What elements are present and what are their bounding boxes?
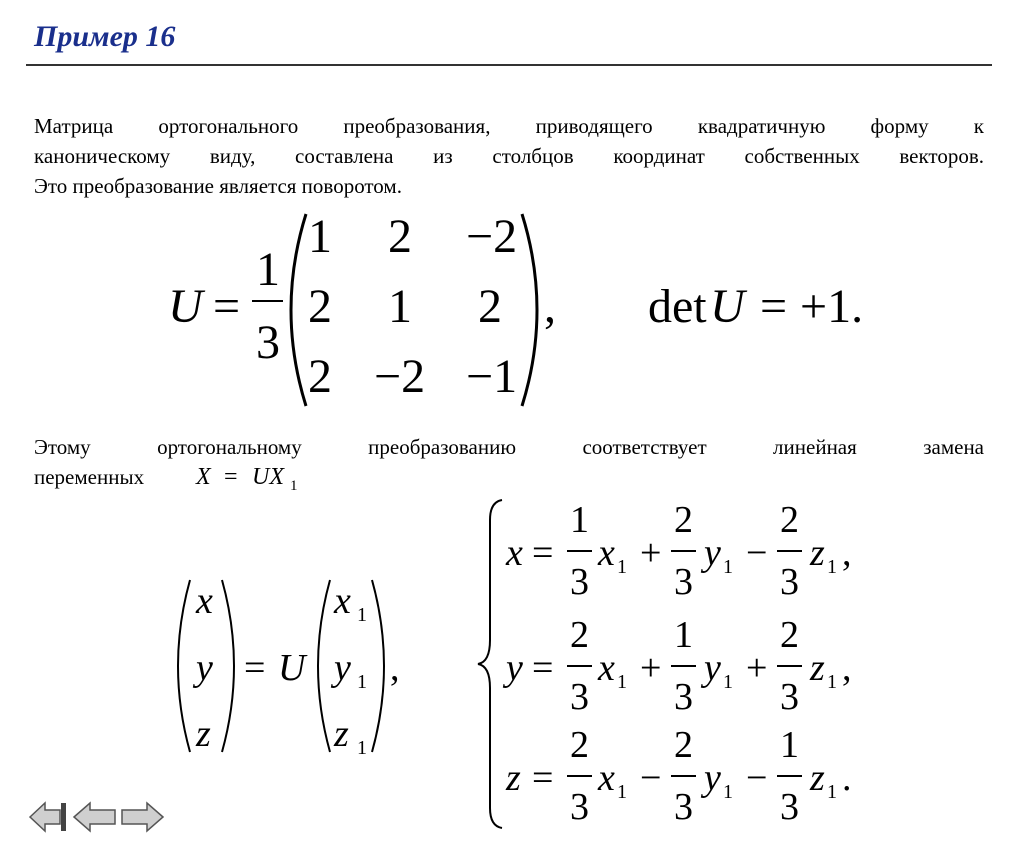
coef-num: 2 xyxy=(570,614,589,656)
vec-comma: , xyxy=(390,647,400,689)
matrix-cell: 2 xyxy=(478,280,502,333)
sub-index: 1 xyxy=(290,478,298,494)
term-index: 1 xyxy=(723,781,733,803)
vector-equation xyxy=(178,580,400,759)
substitution-line-1: Этому ортогональному преобразованию соответствует линейная замена xyxy=(34,435,984,459)
row-op1: + xyxy=(640,647,662,689)
vec-left-paren-2 xyxy=(318,580,330,752)
matrix-cell: 1 xyxy=(388,280,412,333)
substitution-line-2: переменных xyxy=(34,465,145,489)
coef-den: 3 xyxy=(674,676,693,718)
matrix-cell: 1 xyxy=(308,210,332,263)
matrix-cell: −2 xyxy=(374,350,426,403)
vec-eq-sign: = xyxy=(244,647,266,689)
vec-right-paren-1 xyxy=(222,580,234,752)
row-var: x xyxy=(506,532,523,574)
matrix-cell: 2 xyxy=(308,280,332,333)
row-op2: + xyxy=(746,647,768,689)
vec-right-entry: y xyxy=(334,647,351,689)
x-term: x xyxy=(598,757,615,799)
coef-num: 2 xyxy=(780,614,799,656)
coef-den: 3 xyxy=(780,786,799,828)
coef-den: 3 xyxy=(570,561,589,603)
first-slide-button[interactable] xyxy=(28,802,66,832)
z-term: z xyxy=(810,647,825,689)
row-var: y xyxy=(506,647,523,689)
intro-line-1: Матрица ортогонального преобразования, приводящего квадратичную форму к xyxy=(34,114,984,138)
x-term: x xyxy=(598,532,615,574)
vec-right-entry: z xyxy=(334,713,349,755)
vec-index: 1 xyxy=(357,671,367,693)
row-eq: = xyxy=(532,647,554,689)
sub-X: X xyxy=(196,464,211,490)
coef-den: 3 xyxy=(570,786,589,828)
vec-right-entry: x xyxy=(334,580,351,622)
term-index: 1 xyxy=(827,556,837,578)
previous-slide-button[interactable] xyxy=(72,802,118,832)
matrix-lhs: U xyxy=(168,280,203,333)
det-eq-sign: = xyxy=(760,280,788,333)
intro-line-3: Это преобразование является поворотом. xyxy=(34,174,402,198)
matrix-cell: 2 xyxy=(388,210,412,263)
det-variable: U xyxy=(710,280,745,333)
coef-den: 3 xyxy=(780,561,799,603)
matrix-eq-sign: = xyxy=(213,280,241,333)
coef-num: 1 xyxy=(570,499,589,541)
matrix-cell: 2 xyxy=(308,350,332,403)
stop-bar-icon[interactable] xyxy=(61,803,66,831)
vec-left-paren-1 xyxy=(178,580,190,752)
coef-den: 3 xyxy=(674,561,693,603)
system-row-z xyxy=(505,724,852,828)
vec-index: 1 xyxy=(357,604,367,626)
sub-eq: = xyxy=(224,464,238,490)
row-end: . xyxy=(842,757,852,799)
coef-num: 1 xyxy=(674,614,693,656)
system-brace xyxy=(478,500,502,828)
term-index: 1 xyxy=(617,671,627,693)
next-slide-button[interactable] xyxy=(120,802,166,832)
det-label: det xyxy=(648,280,707,333)
vec-right-paren-2 xyxy=(372,580,384,752)
coef-den: 3 xyxy=(674,786,693,828)
sub-UX: UX xyxy=(252,464,284,490)
page-title: Пример 16 xyxy=(34,20,176,53)
system-row-y xyxy=(502,614,852,718)
term-index: 1 xyxy=(827,671,837,693)
coef-num: 2 xyxy=(674,499,693,541)
term-index: 1 xyxy=(827,781,837,803)
matrix-right-paren xyxy=(522,214,537,406)
term-index: 1 xyxy=(723,671,733,693)
matrix-comma: , xyxy=(544,280,556,333)
row-eq: = xyxy=(532,757,554,799)
term-index: 1 xyxy=(617,781,627,803)
det-value: +1. xyxy=(800,280,864,333)
coef-num: 1 xyxy=(780,724,799,766)
y-term: y xyxy=(704,647,721,689)
matrix-frac-num: 1 xyxy=(256,243,280,296)
coef-num: 2 xyxy=(570,724,589,766)
substitution-paragraph xyxy=(34,432,984,492)
matrix-equation xyxy=(168,210,863,406)
term-index: 1 xyxy=(723,556,733,578)
row-var: z xyxy=(506,757,521,799)
matrix-cell: −1 xyxy=(466,350,518,403)
vec-left-entry: z xyxy=(196,713,211,755)
row-eq: = xyxy=(532,532,554,574)
x-term: x xyxy=(598,647,615,689)
vec-left-entry: y xyxy=(196,647,213,689)
row-end: , xyxy=(842,647,852,689)
vec-U: U xyxy=(278,647,306,689)
coef-num: 2 xyxy=(780,499,799,541)
term-index: 1 xyxy=(617,556,627,578)
y-term: y xyxy=(704,532,721,574)
coef-den: 3 xyxy=(780,676,799,718)
vec-index: 1 xyxy=(357,737,367,759)
row-end: , xyxy=(842,532,852,574)
z-term: z xyxy=(810,757,825,799)
vec-left-entry: x xyxy=(196,580,213,622)
coef-num: 2 xyxy=(674,724,693,766)
row-op1: − xyxy=(640,757,662,799)
system-row-x xyxy=(505,499,852,603)
matrix-cell: −2 xyxy=(466,210,518,263)
row-op2: − xyxy=(746,532,768,574)
matrix-left-paren xyxy=(291,214,306,406)
y-term: y xyxy=(704,757,721,799)
matrix-frac-den: 3 xyxy=(256,316,280,369)
row-op1: + xyxy=(640,532,662,574)
row-op2: − xyxy=(746,757,768,799)
coef-den: 3 xyxy=(570,676,589,718)
intro-line-2: каноническому виду, составлена из столбцов координат собственных векторов. xyxy=(34,144,984,168)
z-term: z xyxy=(810,532,825,574)
